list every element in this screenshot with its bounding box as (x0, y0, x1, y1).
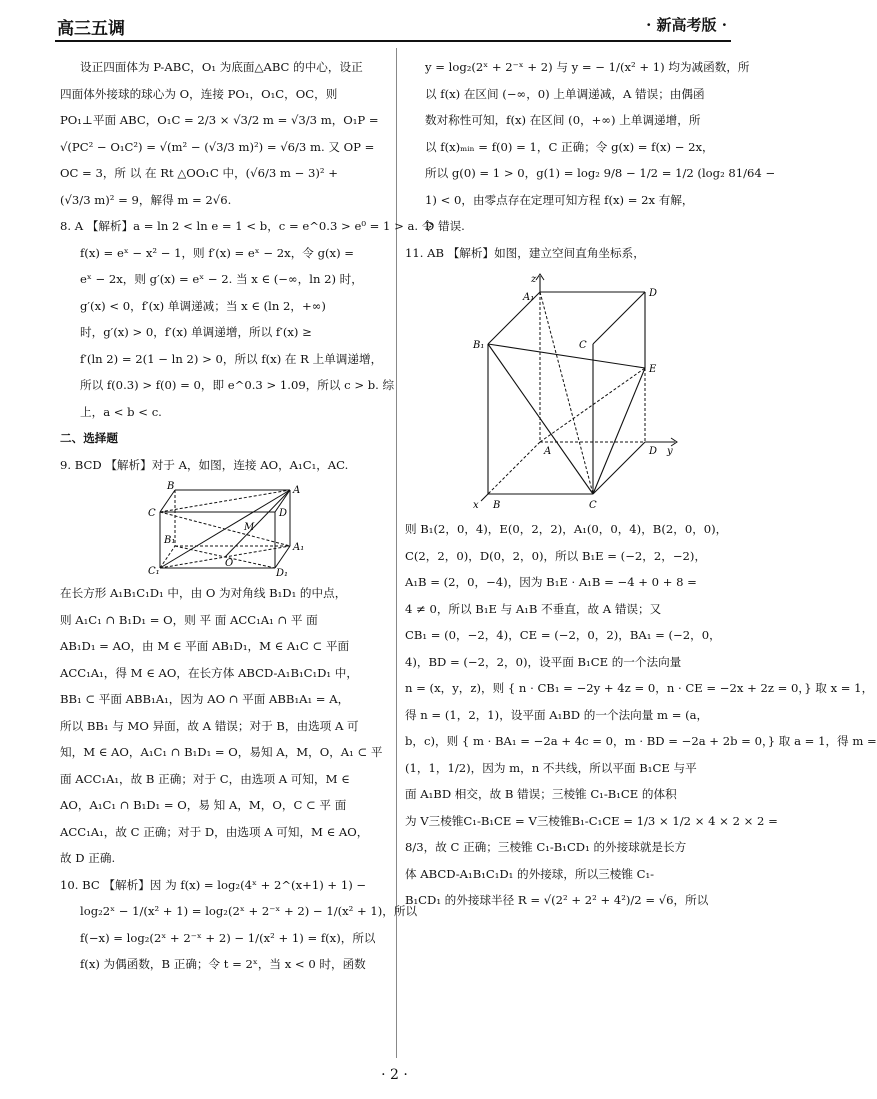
text-line: C(2，2，0)，D(0，2，0)，所以 B₁E = (−2，2，−2)， (405, 548, 707, 563)
text-line: 面 ACC₁A₁，故 B 正确；对于 C，由选项 A 可知，M ∈ (60, 771, 350, 786)
text-line: 所以 g(0) = 1 > 0，g(1) = log₂ 9/8 − 1/2 = 1/2 (log₂ 81/64 − (425, 166, 776, 180)
text-line: 则 A₁C₁ ∩ B₁D₁ = O，则 平 面 ACC₁A₁ ∩ 平 面 (60, 612, 318, 627)
label-D: D (279, 508, 288, 519)
label-C: C (589, 500, 597, 511)
question-10-line: 10. BC 【解析】因 为 f(x) = log₂(4ˣ + 2^(x+1) + 1) − (60, 877, 367, 892)
text-line: 为 V三棱锥C₁-B₁CE = V三棱锥B₁-C₁CE = 1/3 × 1/2 × 4 × 2 × 2 = (405, 813, 778, 828)
text-line: 4)，BD = (−2，2，0)，设平面 B₁CE 的一个法向量 (405, 654, 682, 669)
right-column (405, 54, 877, 914)
text-line: B₁CD₁ 的外接球半径 R = √(2² + 2² + 4²)/2 = √6，所以 (405, 893, 709, 907)
label-D-top: D (649, 288, 658, 299)
page-number: · 2 · (381, 1067, 408, 1083)
cuboid-diagram (60, 480, 390, 579)
axis-label-x: x (473, 500, 479, 511)
label-C-top: C (579, 340, 587, 351)
text-line: PO₁⊥平面 ABC，O₁C = 2/3 × √3/2 m = √3/3 m，O₁P = (60, 113, 379, 127)
label-E: E (649, 364, 657, 375)
text-line: √(PC² − O₁C²) = √(m² − (√3/3 m)²) = √6/3 m. 又 OP = (60, 139, 375, 154)
text-line: 以 f(x)ₘᵢₙ = f(0) = 1，C 正确；令 g(x) = f(x) − 2x， (425, 139, 714, 154)
header-right-title: · 新高考版 · (646, 16, 727, 34)
text-line: 8/3，故 C 正确；三棱锥 C₁-B₁CD₁ 的外接球就是长方 (405, 840, 687, 854)
label-A: A (544, 446, 552, 457)
label-B: B (493, 500, 501, 511)
header-rule (55, 40, 731, 42)
text-line: f(−x) = log₂(2ˣ + 2⁻ˣ + 2) − 1/(x² + 1) = f(x)，所以 (80, 930, 376, 945)
text-line: 1) < 0，由零点存在定理可知方程 f(x) = 2x 有解， (425, 192, 694, 207)
axis-label-y: y (667, 446, 673, 457)
label-M: M (244, 522, 255, 533)
text-line: n = (x，y，z)，则 { n · CB₁ = −2y + 4z = 0，n · CE = −2x + 2z = 0，} 取 x = 1， (405, 681, 874, 695)
text-line: 数对称性可知，f(x) 在区间 (0，+∞) 上单调递增，所 (425, 113, 701, 127)
question-11-line: 11. AB 【解析】如图，建立空间直角坐标系， (405, 245, 645, 260)
text-line: 所以 BB₁ 与 MO 异面，故 A 错误；对于 B，由选项 A 可 (60, 718, 359, 733)
text-line: log₂2ˣ − 1/(x² + 1) = log₂(2ˣ + 2⁻ˣ + 2) − 1/(x² + 1)，所以 (80, 904, 418, 918)
text-line: 故 D 正确. (60, 851, 116, 865)
text-line: 知，M ∈ AO，A₁C₁ ∩ B₁D₁ = O，易知 A，M，O，A₁ ⊂ 平 (60, 745, 383, 759)
text-line: f(x) = eˣ − x² − 1，则 f′(x) = eˣ − 2x，令 g(x) = (80, 245, 354, 260)
text-line: 上，a < b < c. (80, 404, 162, 419)
text-line: A₁B = (2，0，−4)，因为 B₁E · A₁B = −4 + 0 + 8 = (405, 575, 697, 589)
text-line: 4 ≠ 0，所以 B₁E 与 A₁B 不垂直，故 A 错误；又 (405, 601, 662, 616)
label-B: B (167, 481, 175, 492)
label-O: O (225, 558, 234, 569)
q11-coordinate-figure (405, 272, 735, 512)
text-line: 面 A₁BD 相交，故 B 错误；三棱锥 C₁-B₁CE 的体积 (405, 787, 677, 801)
section-title: 二、选择题 (60, 431, 118, 445)
text-line: 则 B₁(2，0，4)，E(0，2，2)，A₁(0，0，4)，B(2，0，0)， (405, 522, 728, 536)
label-C1: C₁ (148, 566, 160, 577)
text-line: eˣ − 2x，则 g′(x) = eˣ − 2. 当 x ∈ (−∞，ln 2) 时， (80, 272, 363, 286)
text-line: BB₁ ⊂ 平面 ABB₁A₁，因为 AO ∩ 平面 ABB₁A₁ = A， (60, 692, 350, 706)
text-line: 在长方形 A₁B₁C₁D₁ 中，由 O 为对角线 B₁D₁ 的中点， (60, 586, 347, 600)
text-line: 设正四面体为 P-ABC，O₁ 为底面△ABC 的中心，设正 (80, 60, 363, 74)
header-left-title: 高三五调 (57, 19, 125, 39)
text-line: b，c)，则 { m · BA₁ = −2a + 4c = 0，m · BD = −2a + 2b = 0，} 取 a = 1，得 m = (405, 734, 877, 748)
text-line: AB₁D₁ = AO，由 M ∈ 平面 AB₁D₁，M ∈ A₁C ⊂ 平面 (60, 639, 350, 653)
text-line: y = log₂(2ˣ + 2⁻ˣ + 2) 与 y = − 1/(x² + 1) 均为减函数，所 (425, 60, 750, 74)
text-line: f′(ln 2) = 2(1 − ln 2) > 0，所以 f(x) 在 R 上单调递增， (80, 351, 383, 366)
label-B1: B₁ (473, 340, 485, 351)
text-line: AO，A₁C₁ ∩ B₁D₁ = O，易 知 A，M，O，C ⊂ 平 面 (60, 798, 347, 812)
text-line: 以 f(x) 在区间 (−∞，0) 上单调递减，A 错误；由偶函 (425, 86, 705, 101)
text-line: ACC₁A₁，故 C 正确；对于 D，由选项 A 可知，M ∈ AO， (60, 824, 369, 839)
question-9-line: 9. BCD 【解析】对于 A，如图，连接 AO，A₁C₁，AC. (60, 457, 349, 472)
label-D: D (649, 446, 658, 457)
label-B1: B₁ (164, 535, 176, 546)
text-line: f(x) 为偶函数，B 正确；令 t = 2ˣ，当 x < 0 时，函数 (80, 957, 366, 971)
text-line: D 错误. (425, 219, 465, 233)
label-A: A (293, 485, 301, 496)
text-line: g′(x) < 0，f′(x) 单调递减；当 x ∈ (ln 2，+∞) (80, 298, 326, 313)
label-D1: D₁ (276, 568, 289, 579)
q9-cuboid-figure (60, 480, 390, 579)
text-line: ACC₁A₁，得 M ∈ AO，在长方体 ABCD-A₁B₁C₁D₁ 中， (60, 665, 358, 680)
label-A1: A₁ (523, 292, 535, 303)
text-line: 四面体外接球的球心为 O，连接 PO₁，O₁C，OC，则 (60, 86, 338, 101)
axis-label-z: z (531, 274, 537, 285)
question-8-line: 8. A 【解析】a = ln 2 < ln e = 1 < b，c = e^0.3 > e⁰ = 1 > a. 令 (60, 219, 434, 233)
text-line: 体 ABCD-A₁B₁C₁D₁ 的外接球，所以三棱锥 C₁- (405, 866, 655, 881)
left-column (60, 54, 434, 978)
text-line: (√3/3 m)² = 9，解得 m = 2√6. (60, 192, 232, 207)
text-line: CB₁ = (0，−2，4)，CE = (−2，0，2)，BA₁ = (−2，0， (405, 628, 721, 642)
prism-coordinate-diagram (405, 272, 735, 512)
text-line: 得 n = (1，2，1)，设平面 A₁BD 的一个法向量 m = (a， (405, 707, 709, 722)
text-line: OC = 3，所 以 在 Rt △OO₁C 中，(√6/3 m − 3)² + (60, 166, 338, 180)
label-A1: A₁ (293, 542, 305, 553)
text-line: 时，g′(x) > 0，f′(x) 单调递增，所以 f′(x) ≥ (80, 325, 312, 339)
label-C: C (148, 508, 156, 519)
text-line: 所以 f(0.3) > f(0) = 0，即 e^0.3 > 1.09，所以 c > b. 综 (80, 378, 395, 392)
text-line: (1，1，1/2)，因为 m，n 不共线，所以平面 B₁CE 与平 (405, 760, 697, 775)
